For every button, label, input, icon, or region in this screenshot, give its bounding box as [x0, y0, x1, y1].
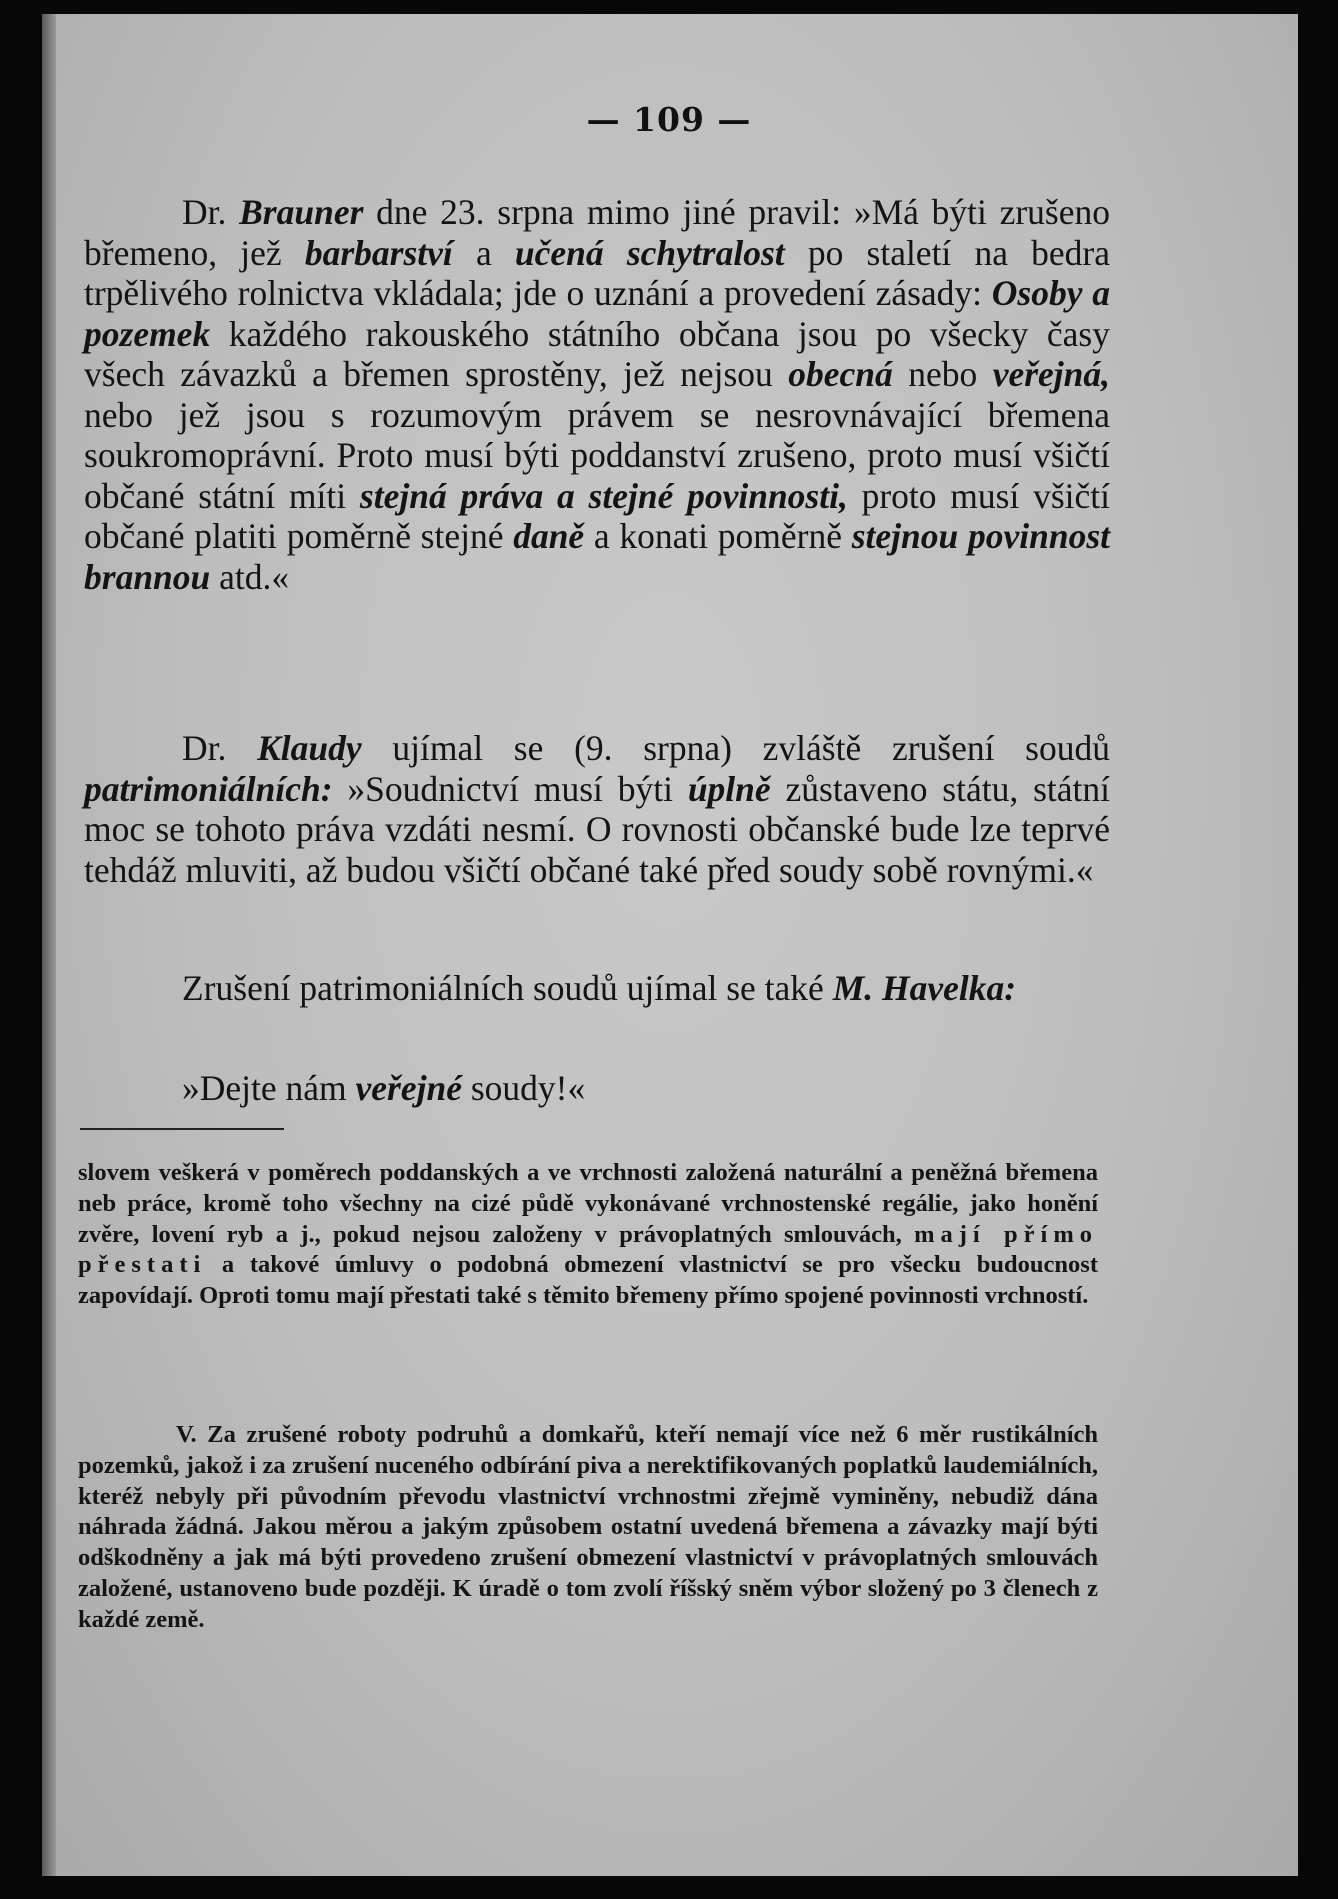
- page-number: — 109 —: [586, 100, 752, 139]
- name-brauner: Brauner: [239, 192, 364, 232]
- main-text-3: [84, 968, 1110, 1009]
- paragraph-havelka: Zrušení patrimoniálních soudů ujímal se také M. Havelka:: [182, 968, 1017, 1008]
- main-text-4: [84, 1068, 1110, 1109]
- footnote: [78, 1158, 1098, 1312]
- main-text-2: [84, 728, 1110, 890]
- paragraph-quote: »Dejte nám veřejné soudy!«: [182, 1068, 586, 1108]
- footnote-2: [78, 1420, 1098, 1636]
- main-text: [84, 192, 1110, 597]
- page-edge-shadow: [42, 14, 56, 1876]
- paragraph-brauner: Dr. Brauner dne 23. srpna mimo jiné pravil: »Má býti zrušeno břemeno, jež barbarství a učená schytralost po staletí na bedra trpělivého rolnictva vkládala; jde o uznání a provedení zásady: Osoby a pozemek každého rakouského státního občana jsou po všecky časy všech závazků a břemen sprostěny, jež nejsou obecná nebo veřejná, nebo jež jsou s rozumovým právem se nesrovnávající břemena soukromoprávní. Proto musí býti poddanství zrušeno, proto musí všičtí občané státní míti stejná práva a stejné povinnosti, proto musí všičtí občané platiti poměrně stejné daně a konati poměrně stejnou povinnost brannou atd.«: [84, 192, 1111, 597]
- footnote-divider: [80, 1128, 284, 1130]
- name-havelka: M. Havelka:: [832, 968, 1017, 1008]
- name-klaudy: Klaudy: [257, 728, 362, 768]
- footnote-paragraph-2: V. Za zrušené roboty podruhů a domkařů, kteří nemají více než 6 měr rustikálních pozemků, jakož i za zrušení nuceného odbírání piva a nerektifikovaných poplatků laudemiálních, kteréž nebyly při původním převodu vlastnictví vrchnostmi zřejmě vyminěny, nebudiž dána náhrada žádná. Jakou měrou a jakým způsobem ostatní uvedená břemena a závazky mají býti odškodněny a jak má býti provedeno zrušení obmezení vlastnictví v právoplatných smlouvách založené, ustanoveno bude později. K úradě o tom zvolí říšský sněm výbor složený po 3 členech z každé země.: [78, 1421, 1098, 1633]
- footnote-paragraph-1: slovem veškerá v poměrech poddanských a ve vrchnosti založená naturální a peněžná břemena neb práce, kromě toho všechny na cizé půdě vykonávané vrchnostenské regálie, jako honění zvěre, lovení ryb a j., pokud nejsou založeny v právoplatných smlouvách, mají přímo přestati a takové úmluvy o podobná obmezení vlastnictví se pro všecku budoucnost zapovídají. Oproti tomu mají přestati také s těmito břemeny přímo spojené povinnosti vrchností.: [78, 1159, 1099, 1310]
- paragraph-klaudy: Dr. Klaudy ujímal se (9. srpna) zvláště zrušení soudů patrimoniálních: »Soudnictví musí býti úplně zůstaveno státu, státní moc se tohoto práva vzdáti nesmí. O rovnosti občanské bude lze teprvé tehdáž mluviti, až budou všičtí občané také před soudy sobě rovnými.«: [84, 728, 1110, 890]
